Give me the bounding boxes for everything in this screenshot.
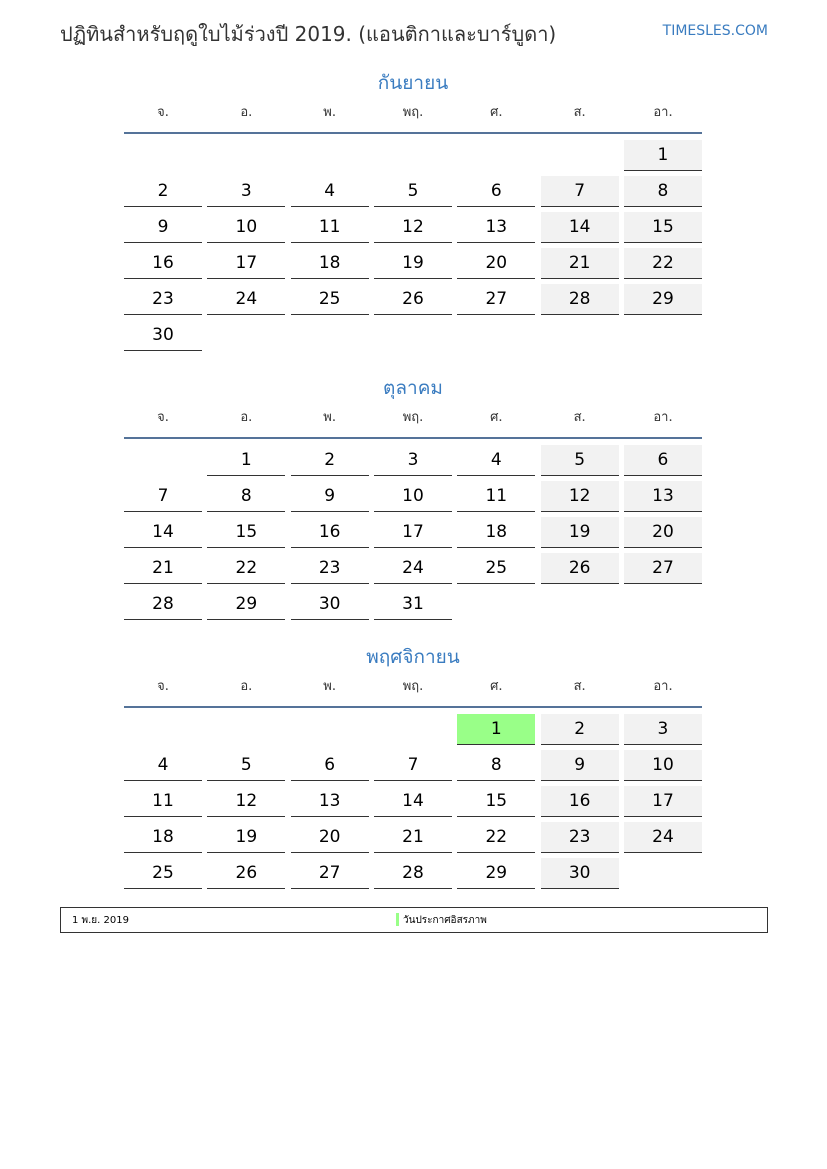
day-cell: 17 <box>374 517 452 548</box>
day-cell: 29 <box>207 589 285 620</box>
day-cell: 24 <box>374 553 452 584</box>
weekday-header <box>124 403 702 439</box>
empty-cell <box>374 140 452 171</box>
day-cell: 17 <box>207 248 285 279</box>
empty-cell <box>207 714 285 745</box>
day-cell: 18 <box>124 822 202 853</box>
day-cell: 22 <box>624 248 702 279</box>
weekday-label: อ. <box>240 679 253 694</box>
day-cell: 3 <box>207 176 285 207</box>
weekday-label: ส. <box>573 105 586 120</box>
weekday-label: อา. <box>653 105 673 120</box>
day-cell: 8 <box>207 481 285 512</box>
weekday-label: ส. <box>573 410 586 425</box>
day-cell: 1 <box>624 140 702 171</box>
day-cell: 15 <box>624 212 702 243</box>
day-cell: 21 <box>541 248 619 279</box>
day-cell: 3 <box>374 445 452 476</box>
day-cell: 20 <box>624 517 702 548</box>
day-cell: 7 <box>374 750 452 781</box>
day-cell: 30 <box>124 320 202 351</box>
day-cell: 13 <box>457 212 535 243</box>
day-cell: 11 <box>291 212 369 243</box>
day-cell: 9 <box>541 750 619 781</box>
empty-cell <box>124 445 202 476</box>
page-title: ปฏิทินสำหรับฤดูใบไม้ร่วงปี 2019. (แอนติกาและบาร์บูดา) <box>60 22 557 46</box>
day-cell: 1 <box>207 445 285 476</box>
day-cell: 5 <box>541 445 619 476</box>
day-cell: 20 <box>291 822 369 853</box>
day-cell: 29 <box>624 284 702 315</box>
site-link[interactable]: TIMESLES.COM <box>662 23 768 39</box>
day-cell: 24 <box>624 822 702 853</box>
weekday-header <box>124 672 702 708</box>
weekday-label: จ. <box>157 105 169 120</box>
day-cell: 25 <box>457 553 535 584</box>
month-title: กันยายน <box>377 72 449 94</box>
day-cell: 27 <box>291 858 369 889</box>
weekday-label: พฤ. <box>402 410 424 425</box>
day-cell: 18 <box>457 517 535 548</box>
day-cell: 8 <box>624 176 702 207</box>
day-cell: 4 <box>291 176 369 207</box>
weekday-label: พฤ. <box>402 679 424 694</box>
day-cell: 16 <box>124 248 202 279</box>
day-cell: 14 <box>124 517 202 548</box>
day-cell: 21 <box>124 553 202 584</box>
day-cell: 10 <box>624 750 702 781</box>
day-cell: 12 <box>374 212 452 243</box>
weekday-label: จ. <box>157 410 169 425</box>
day-grid <box>124 714 702 889</box>
weekday-label: ศ. <box>490 105 503 120</box>
day-cell: 22 <box>207 553 285 584</box>
day-cell: 26 <box>374 284 452 315</box>
day-cell: 16 <box>541 786 619 817</box>
day-cell: 12 <box>207 786 285 817</box>
day-cell: 15 <box>457 786 535 817</box>
day-cell: 2 <box>124 176 202 207</box>
day-cell: 26 <box>207 858 285 889</box>
empty-cell <box>374 714 452 745</box>
day-cell: 13 <box>291 786 369 817</box>
day-cell: 25 <box>291 284 369 315</box>
day-cell: 15 <box>207 517 285 548</box>
empty-cell <box>291 714 369 745</box>
month-title: พฤศจิกายน <box>366 646 460 668</box>
day-cell: 2 <box>541 714 619 745</box>
empty-cell <box>207 140 285 171</box>
empty-cell <box>541 140 619 171</box>
day-cell: 11 <box>457 481 535 512</box>
empty-cell <box>124 714 202 745</box>
empty-cell <box>457 140 535 171</box>
weekday-label: ศ. <box>490 410 503 425</box>
day-cell: 3 <box>624 714 702 745</box>
weekday-label: พฤ. <box>402 105 424 120</box>
day-cell: 13 <box>624 481 702 512</box>
day-cell: 27 <box>457 284 535 315</box>
holiday-day-cell: 1 <box>457 714 535 745</box>
day-cell: 31 <box>374 589 452 620</box>
day-cell: 12 <box>541 481 619 512</box>
month-november <box>124 642 702 889</box>
day-cell: 17 <box>624 786 702 817</box>
day-cell: 10 <box>374 481 452 512</box>
day-cell: 19 <box>541 517 619 548</box>
day-cell: 21 <box>374 822 452 853</box>
month-october <box>124 373 702 620</box>
day-cell: 19 <box>207 822 285 853</box>
day-cell: 24 <box>207 284 285 315</box>
holiday-legend <box>60 907 768 933</box>
day-cell: 23 <box>541 822 619 853</box>
day-cell: 23 <box>124 284 202 315</box>
day-cell: 29 <box>457 858 535 889</box>
day-cell: 28 <box>541 284 619 315</box>
day-grid <box>124 445 702 620</box>
weekday-label: พ. <box>323 105 336 120</box>
day-cell: 8 <box>457 750 535 781</box>
day-cell: 16 <box>291 517 369 548</box>
day-cell: 27 <box>624 553 702 584</box>
weekday-label: พ. <box>323 679 336 694</box>
page-header <box>60 18 768 48</box>
day-cell: 30 <box>291 589 369 620</box>
day-cell: 7 <box>541 176 619 207</box>
day-cell: 22 <box>457 822 535 853</box>
day-cell: 11 <box>124 786 202 817</box>
day-cell: 25 <box>124 858 202 889</box>
weekday-label: จ. <box>157 679 169 694</box>
day-cell: 5 <box>207 750 285 781</box>
day-cell: 6 <box>624 445 702 476</box>
day-cell: 9 <box>291 481 369 512</box>
day-cell: 4 <box>124 750 202 781</box>
weekday-label: อา. <box>653 679 673 694</box>
day-cell: 28 <box>374 858 452 889</box>
day-cell: 28 <box>124 589 202 620</box>
day-cell: 14 <box>374 786 452 817</box>
empty-cell <box>291 140 369 171</box>
month-september <box>124 68 702 351</box>
day-grid <box>124 140 702 351</box>
day-cell: 6 <box>291 750 369 781</box>
day-cell: 23 <box>291 553 369 584</box>
weekday-label: อา. <box>653 410 673 425</box>
day-cell: 14 <box>541 212 619 243</box>
weekday-label: ศ. <box>490 679 503 694</box>
day-cell: 18 <box>291 248 369 279</box>
day-cell: 26 <box>541 553 619 584</box>
day-cell: 2 <box>291 445 369 476</box>
day-cell: 5 <box>374 176 452 207</box>
day-cell: 9 <box>124 212 202 243</box>
weekday-label: พ. <box>323 410 336 425</box>
weekday-label: อ. <box>240 410 253 425</box>
weekday-header <box>124 98 702 134</box>
day-cell: 10 <box>207 212 285 243</box>
day-cell: 7 <box>124 481 202 512</box>
day-cell: 6 <box>457 176 535 207</box>
holiday-swatch <box>396 913 399 926</box>
month-title: ตุลาคม <box>383 377 443 399</box>
legend-label: วันประกาศอิสรภาพ <box>403 915 487 926</box>
day-cell: 30 <box>541 858 619 889</box>
empty-cell <box>124 140 202 171</box>
weekday-label: อ. <box>240 105 253 120</box>
day-cell: 19 <box>374 248 452 279</box>
weekday-label: ส. <box>573 679 586 694</box>
legend-date: 1 พ.ย. 2019 <box>72 915 129 926</box>
day-cell: 4 <box>457 445 535 476</box>
day-cell: 20 <box>457 248 535 279</box>
